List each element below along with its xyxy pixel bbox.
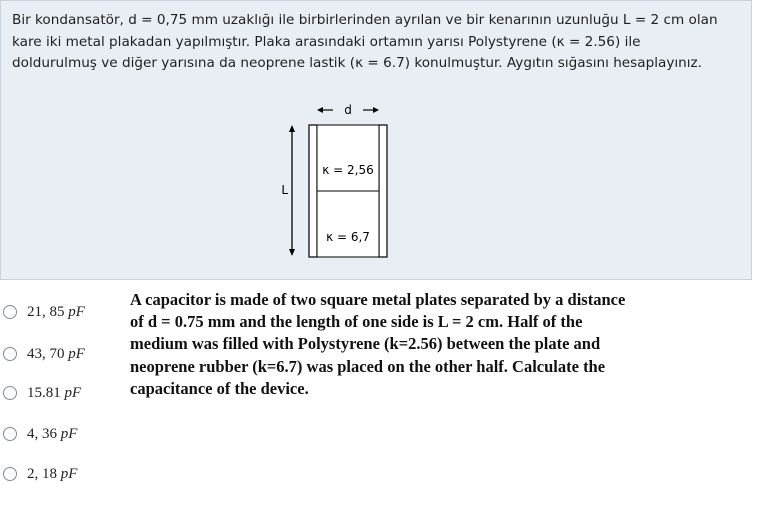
question-text bbox=[12, 10, 740, 75]
neoprene-label: κ = 6,7 bbox=[326, 230, 370, 244]
english-translation bbox=[130, 289, 730, 400]
l-label: L bbox=[281, 183, 288, 197]
right-plate bbox=[379, 125, 387, 257]
translation-line: of d = 0.75 mm and the length of one side is L = 2 cm. Half of the bbox=[130, 312, 583, 332]
translation-line: medium was filled with Polystyrene (k=2.56) between the plate and bbox=[130, 334, 601, 354]
question-line: doldurulmuş ve diğer yarısına da neoprene lastik (κ = 6.7) konulmuştur. Aygıtın sığasını hesaplayınız. bbox=[12, 55, 702, 71]
radio-button[interactable] bbox=[3, 386, 17, 400]
d-label: d bbox=[344, 103, 352, 117]
polystyrene-label: κ = 2,56 bbox=[322, 163, 374, 177]
option-b[interactable] bbox=[3, 344, 85, 364]
polystyrene-region bbox=[317, 125, 379, 191]
question-line: kare iki metal plakadan yapılmıştır. Plaka arasındaki ortamın yarısı Polystyrene (κ = 2.56) ile bbox=[12, 33, 641, 50]
question-line: Bir kondansatör, d = 0,75 mm uzaklığı ile birbirlerinden ayrılan ve bir kenarının uzunluğu L = 2 cm olan bbox=[12, 12, 718, 28]
capacitor-diagram bbox=[271, 97, 411, 262]
d-arrowhead-right bbox=[373, 107, 379, 113]
radio-button[interactable] bbox=[3, 305, 17, 319]
option-label: 21, 85 pF bbox=[27, 303, 85, 320]
radio-button[interactable] bbox=[3, 347, 17, 361]
translation-line: capacitance of the device. bbox=[130, 378, 309, 398]
translation-line: A capacitor is made of two square metal plates separated by a distance bbox=[130, 290, 626, 309]
option-a[interactable] bbox=[3, 302, 85, 322]
option-c[interactable] bbox=[3, 383, 81, 403]
l-arrowhead-top bbox=[289, 125, 295, 132]
option-e[interactable] bbox=[3, 464, 77, 484]
translation-line: neoprene rubber (k=6.7) was placed on the other half. Calculate the bbox=[130, 356, 606, 376]
option-label: 4, 36 pF bbox=[27, 425, 78, 442]
option-label: 2, 18 pF bbox=[27, 465, 78, 482]
option-d[interactable] bbox=[3, 424, 77, 444]
radio-button[interactable] bbox=[3, 467, 17, 481]
option-label: 43, 70 pF bbox=[27, 345, 85, 362]
l-arrowhead-bottom bbox=[289, 249, 295, 256]
neoprene-region bbox=[317, 191, 379, 257]
d-arrowhead-left bbox=[317, 107, 323, 113]
radio-button[interactable] bbox=[3, 427, 17, 441]
option-label: 15.81 pF bbox=[27, 384, 82, 401]
left-plate bbox=[309, 125, 317, 257]
